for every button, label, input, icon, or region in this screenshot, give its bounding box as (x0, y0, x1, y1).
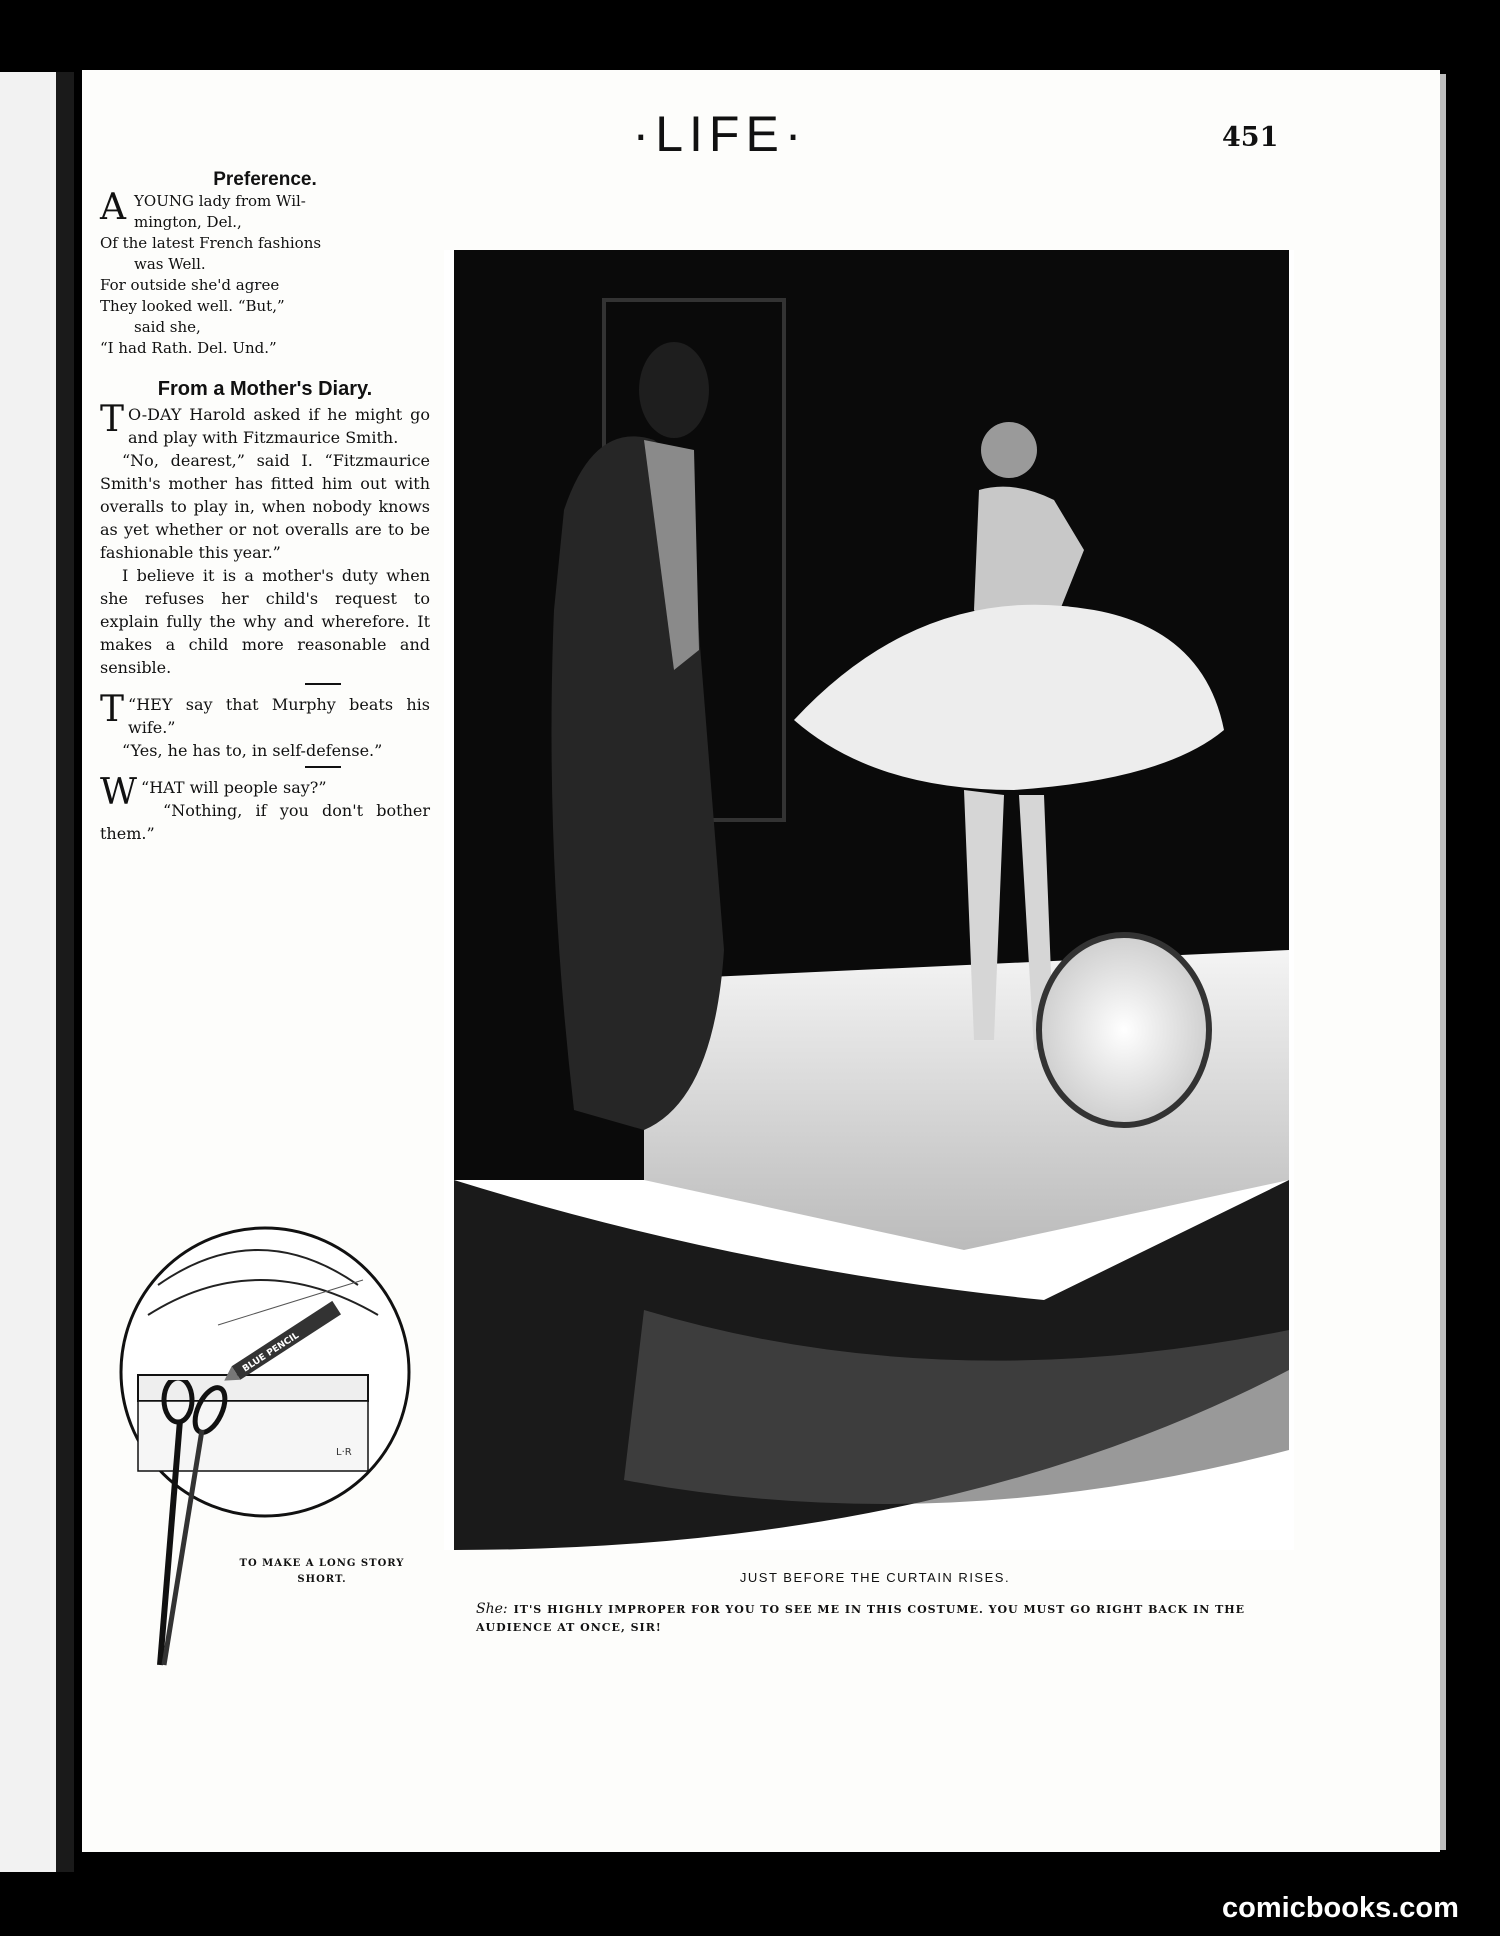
diary-text (100, 399, 430, 679)
drop-cap: W (100, 772, 138, 813)
joke-text (100, 772, 430, 813)
pencil-label: BLUE PENCIL (241, 1330, 301, 1375)
caption-speaker: She: (476, 1601, 508, 1617)
page-edge (1440, 74, 1446, 1850)
diary-title: From a Mother's Diary. (157, 378, 373, 400)
ballerina-illustration (444, 250, 1294, 1550)
book-spine (56, 72, 74, 1872)
illustration-caption (476, 1600, 1276, 1637)
joke-line: HAT will people say?” (149, 778, 327, 797)
section-rule (305, 766, 341, 768)
preference-title: Preference. (213, 169, 317, 190)
open-quote: “ (128, 695, 137, 714)
verse-line: YOUNG lady from Wil- (134, 192, 306, 210)
drop-cap: T (100, 689, 125, 730)
preference-verse (100, 187, 430, 359)
joke-reply: “Nothing, if you don't bother them.” (100, 801, 430, 843)
magazine-masthead: ·LIFE· (632, 106, 808, 162)
section-rule (305, 683, 341, 685)
joke-murphy (100, 689, 430, 762)
drop-cap: A (100, 187, 126, 228)
illustration-title: JUST BEFORE THE CURTAIN RISES. (739, 1570, 1011, 1585)
verse-line: For outside she'd agree (100, 276, 280, 294)
caption-text: IT'S HIGHLY IMPROPER FOR YOU TO SEE ME IN THIS COSTUME. YOU MUST GO RIGHT BACK IN THE AUDIENCE AT ONCE, SIR! (476, 1603, 1246, 1634)
svg-text:L·R: L·R (336, 1447, 352, 1458)
small-cartoon-caption: TO MAKE A LONG STORY SHORT. (239, 1558, 405, 1585)
verse-line: mington, Del., (134, 213, 242, 231)
page-number: 451 (1222, 122, 1279, 153)
drop-cap: T (100, 399, 125, 440)
paragraph-text: O-DAY Harold asked if he might go and play with Fitzmaurice Smith. (128, 405, 430, 447)
verse-line: said she, (134, 318, 201, 336)
joke-people (100, 772, 430, 845)
joke-reply: “Yes, he has to, in self-defense.” (122, 741, 383, 760)
verse-line: was Well. (134, 255, 206, 273)
diary-paragraph: “No, dearest,” said I. “Fitzmaurice Smith's mother has fitted him out with overalls to play in, when nobody knows as yet whether or not overalls are to be fashionable this year.” (100, 451, 430, 562)
diary-paragraph: I believe it is a mother's duty when she refuses her child's request to explain fully the why and wherefore. It makes a child more reasonable and sensible. (100, 566, 430, 677)
joke-line: HEY say that Murphy beats his wife.” (128, 695, 430, 737)
scissors-icon (150, 1380, 240, 1670)
verse-line: “I had Rath. Del. Und.” (100, 339, 277, 357)
joke-text (100, 689, 430, 739)
diary-paragraph (100, 399, 430, 449)
open-quote: “ (141, 778, 150, 797)
site-watermark: comicbooks.com (1222, 1892, 1459, 1924)
verse-line: They looked well. “But,” (100, 297, 285, 315)
text-column (100, 168, 430, 845)
verse-line: Of the latest French fashions (100, 234, 322, 252)
